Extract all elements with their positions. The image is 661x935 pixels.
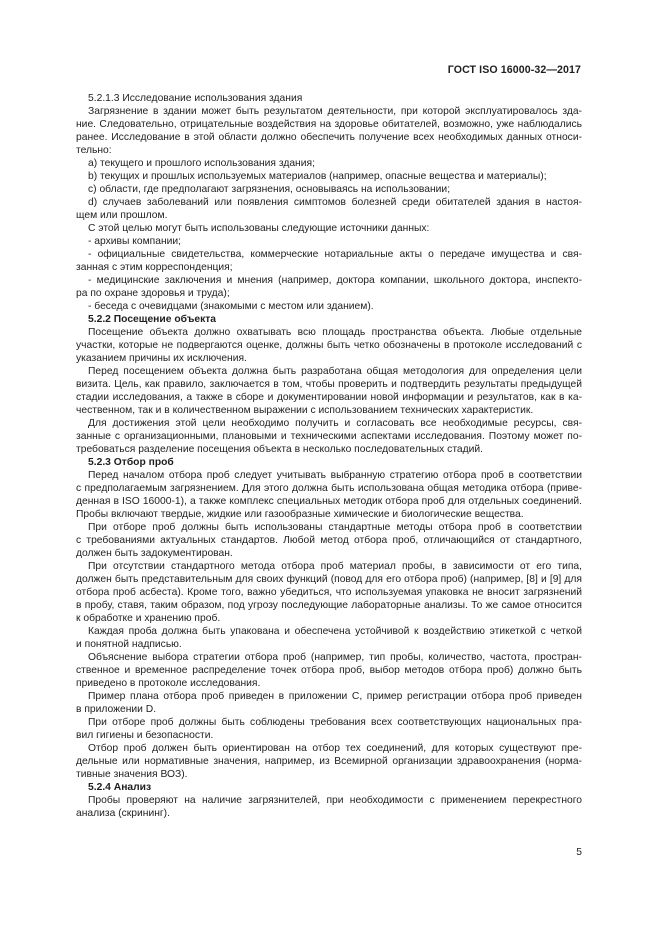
text-line: - архивы компании; [88,236,182,247]
text-line: отбора проб асбеста). Кроме того, важно убедиться, что используемая упаковка не вносит загрязнений [76,587,582,598]
text-line: 5.2.1.3 Исследование использования здания [88,93,303,104]
text-line: и понятной надписью. [76,639,182,650]
text-line: Перед посещением объекта должна быть разработана общая методология для определения цели [88,366,582,377]
document-body [76,92,582,820]
text-line: - беседа с очевидцами (знакомыми с местом или зданием). [88,301,374,312]
text-line: d) случаев заболеваний или появления симптомов болезней среди обитателей здания в настоя- [88,197,582,208]
text-line: участки, которые не подвергаются оценке, должны быть четко обозначены в протоколе исследований с [76,340,582,351]
text-line: Отбор проб должен быть ориентирован на отбор тех соединений, для которых существуют пре- [88,743,582,754]
text-line: к обработке и хранению проб. [76,613,221,624]
text-line: Объяснение выбора стратегии отбора проб (например, тип пробы, количество, частота, простран- [88,652,582,663]
text-line: При отборе проб должны быть использованы стандартные методы отбора проб в соответствии [88,522,582,533]
text-line: Пробы включают твердые, жидкие или газообразные химические и биологические вещества. [76,509,524,520]
text-line: с требованиями актуальных стандартов. Любой метод отбора проб, отличающийся от стандартного, [76,535,582,546]
text-line: - официальные свидетельства, коммерческие нотариальные акты о передаче имущества и свя- [88,249,582,260]
text-line: в приложении D. [76,704,157,715]
text-line: Пробы проверяют на наличие загрязнителей, при необходимости с применением перекрестного [88,795,582,806]
text-line: Пример плана отбора проб приведен в приложении C, пример регистрации отбора проб приведен [88,691,582,702]
text-line: c) области, где предполагают загрязнения, основываясь на использовании; [88,184,451,195]
text-line: ранее. Исследование в этой области должно обеспечить получение всех необходимых данных относи- [76,132,582,143]
text-line: указанием причины их исключения. [76,353,247,364]
text-line: Для достижения этой цели необходимо получить и согласовать все необходимые ресурсы, свя- [88,418,582,429]
text-line: С этой целью могут быть использованы следующие источники данных: [88,223,430,234]
text-line: ра по охране здоровья и труда); [76,288,230,299]
text-line: занные с организационными, плановыми и техническими аспектами исследования. Поэтому может по- [76,431,582,442]
text-line: в пробу, ставя, таким образом, под угрозу последующие лабораторные анализы. То же самое относится [76,600,582,611]
text-line: - медицинские заключения и мнения (например, доктора компании, школьного доктора, инспекто- [88,275,582,286]
text-line: тивные значения ВОЗ). [76,769,188,780]
text-line: с предполагаемым загрязнением. Для этого должна быть использована общая методика отбора (приве- [76,483,582,494]
text-line: Загрязнение в здании может быть результатом деятельности, при которой эксплуатировалось зда- [88,106,582,117]
text-line: должен быть задокументирован. [76,548,233,559]
text-line: Перед началом отбора проб следует учитывать выбранную стратегию отбора проб в соответствии [88,470,582,481]
text-line: денная в ISO 16000-1), а также комплекс специальных методик отбора проб для отдельных соединений. [76,496,582,507]
text-line: a) текущего и прошлого использования здания; [88,158,315,169]
text-line: b) текущих и прошлых используемых материалов (например, опасные вещества и материалы); [88,171,547,182]
text-line: ние. Следовательно, отрицательные воздействия на здоровье обитателей, возможно, уже наблюдались [76,119,582,130]
section-heading: 5.2.2 Посещение объекта [88,314,216,325]
document-header: ГОСТ ISO 16000-32—2017 [447,64,581,76]
text-line: щем или прошлом. [76,210,168,221]
text-line: стадии исследования, а также в сборе и документировании новой информации и результатов, как в ка- [76,392,582,403]
text-line: визита. Цель, как правило, заключается в том, чтобы проверить и подтвердить результаты предыдущей [76,379,582,390]
text-line: чественном, так и в количественном выражении с использованием технических характеристик. [76,405,534,416]
text-line: При отборе проб должны быть соблюдены требования всех соответствующих национальных пра- [88,717,582,728]
text-line: приведено в протоколе исследования. [76,678,261,689]
page-number: 5 [576,847,582,858]
text-line: анализа (скрининг). [76,808,170,819]
text-line: ственное и временное распределение точек отбора проб, выбор методов отбора проб) должно быть [76,665,582,676]
section-heading: 5.2.4 Анализ [88,782,152,793]
text-line: вил гигиены и безопасности. [76,730,214,741]
text-line: дельные или нормативные значения, например, из Всемирной организации здравоохранения (норма- [76,756,582,767]
section-heading: 5.2.3 Отбор проб [88,457,174,468]
text-line: тельно: [76,145,112,156]
text-line: должен быть представительным для своих функций (повод для его отбора проб) (например, [8] и [9] для [76,574,582,585]
text-line: Каждая проба должна быть упакована и обеспечена устойчивой к воздействию этикеткой с четкой [88,626,582,637]
text-line: Посещение объекта должно охватывать всю площадь пространства объекта. Любые отдельные [88,327,582,338]
text-line: занная с этим корреспонденция; [76,262,233,273]
text-line: При отсутствии стандартного метода отбора проб материал пробы, в зависимости от его типа, [88,561,582,572]
text-line: требоваться разделение посещения объекта в несколько последовательных стадий. [76,444,484,455]
